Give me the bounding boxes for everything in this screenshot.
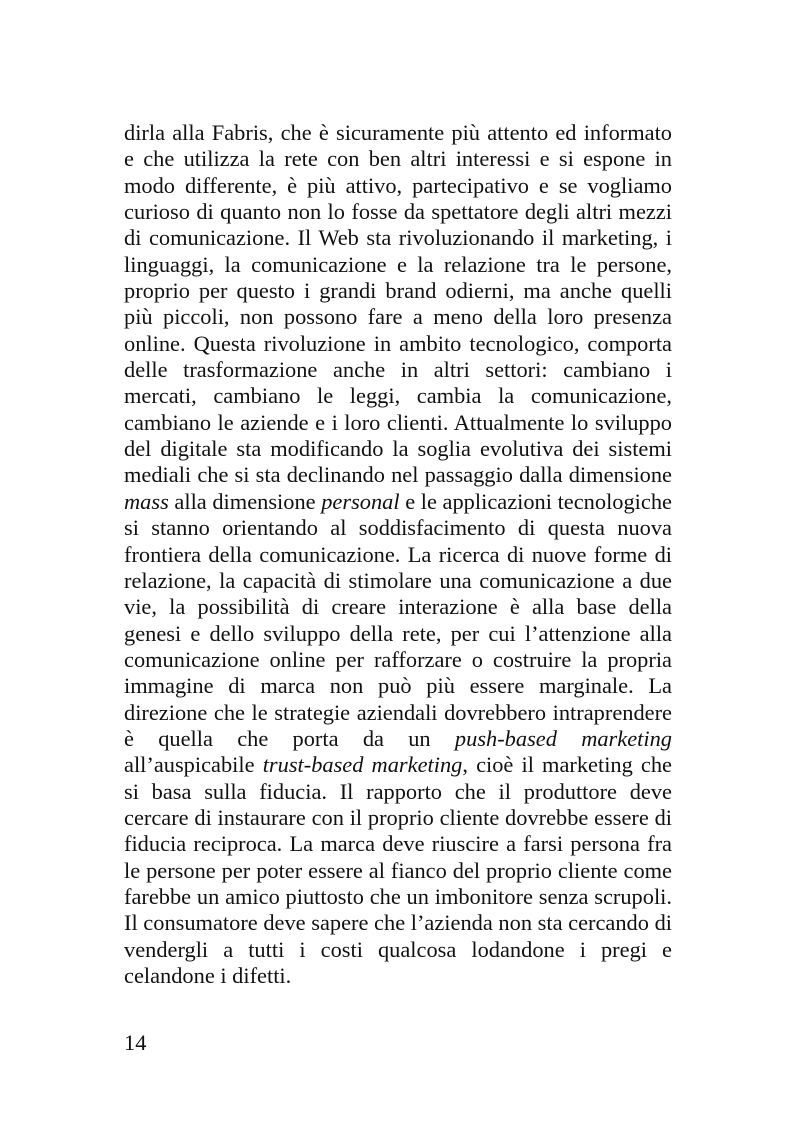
italic-term-trust-based-marketing: trust-based marketing [262, 752, 463, 778]
text-segment: dirla alla Fabris, che è sicuramente più attento ed informato e che utilizza la rete con ben altri interessi e si espone in modo differente, è più attivo, partecipativo e se vogliamo curioso di quanto non lo fosse da spettatore degli altri mezzi di comunicazione. Il Web sta rivoluzionando il marketing, i linguaggi, la comunicazione e la relazione tra le persone, proprio per questo i grandi brand odierni, ma anche quelli più piccoli, non possono fare a meno della loro presenza online. Questa rivoluzione in ambito tecnologico, comporta delle trasformazione anche in altri settori: cambiano i mercati, cambiano le leggi, cambia la comunicazione, cambiano le aziende e i loro clienti. Attualmente lo sviluppo del digitale sta modificando la soglia evolutiva dei sistemi mediali che si sta declinando nel passaggio dalla dimensione [124, 120, 672, 488]
italic-term-push-based-marketing: push-based marketing [454, 725, 672, 751]
body-paragraph [124, 120, 672, 989]
text-segment: all’auspicabile [124, 752, 255, 778]
page-number: 14 [124, 1030, 147, 1055]
text-segment: e le applicazioni tecnologiche si stanno orientando al soddisfacimento di questa nuova frontiera della comunicazione. La ricerca di nuove forme di relazione, la capacità di stimolare una comunicazione a due vie, la possibilità di creare interazione è alla base della genesi e dello sviluppo della rete, per cui l’attenzione alla comunicazione online per rafforzare o costruire la propria immagine di marca non può più essere marginale. La direzione che le strategie aziendali dovrebbero intraprendere è quella che porta da un [124, 488, 672, 751]
text-segment: alla dimensione [174, 488, 316, 514]
italic-term-mass: mass [124, 488, 169, 514]
text-segment: , cioè il marketing che si basa sulla fiducia. Il rapporto che il produttore deve cercare di instaurare con il proprio cliente dovrebbe essere di fiducia reciproca. La marca deve riuscire a farsi persona fra le persone per poter essere al fianco del proprio cliente come farebbe un amico piuttosto che un imbonitore senza scrupoli. Il consumatore deve sapere che l’azienda non sta cercando di vendergli a tutti i costi qualcosa lodandone i pregi e celandone i difetti. [124, 752, 672, 988]
italic-term-personal: personal [321, 488, 400, 514]
